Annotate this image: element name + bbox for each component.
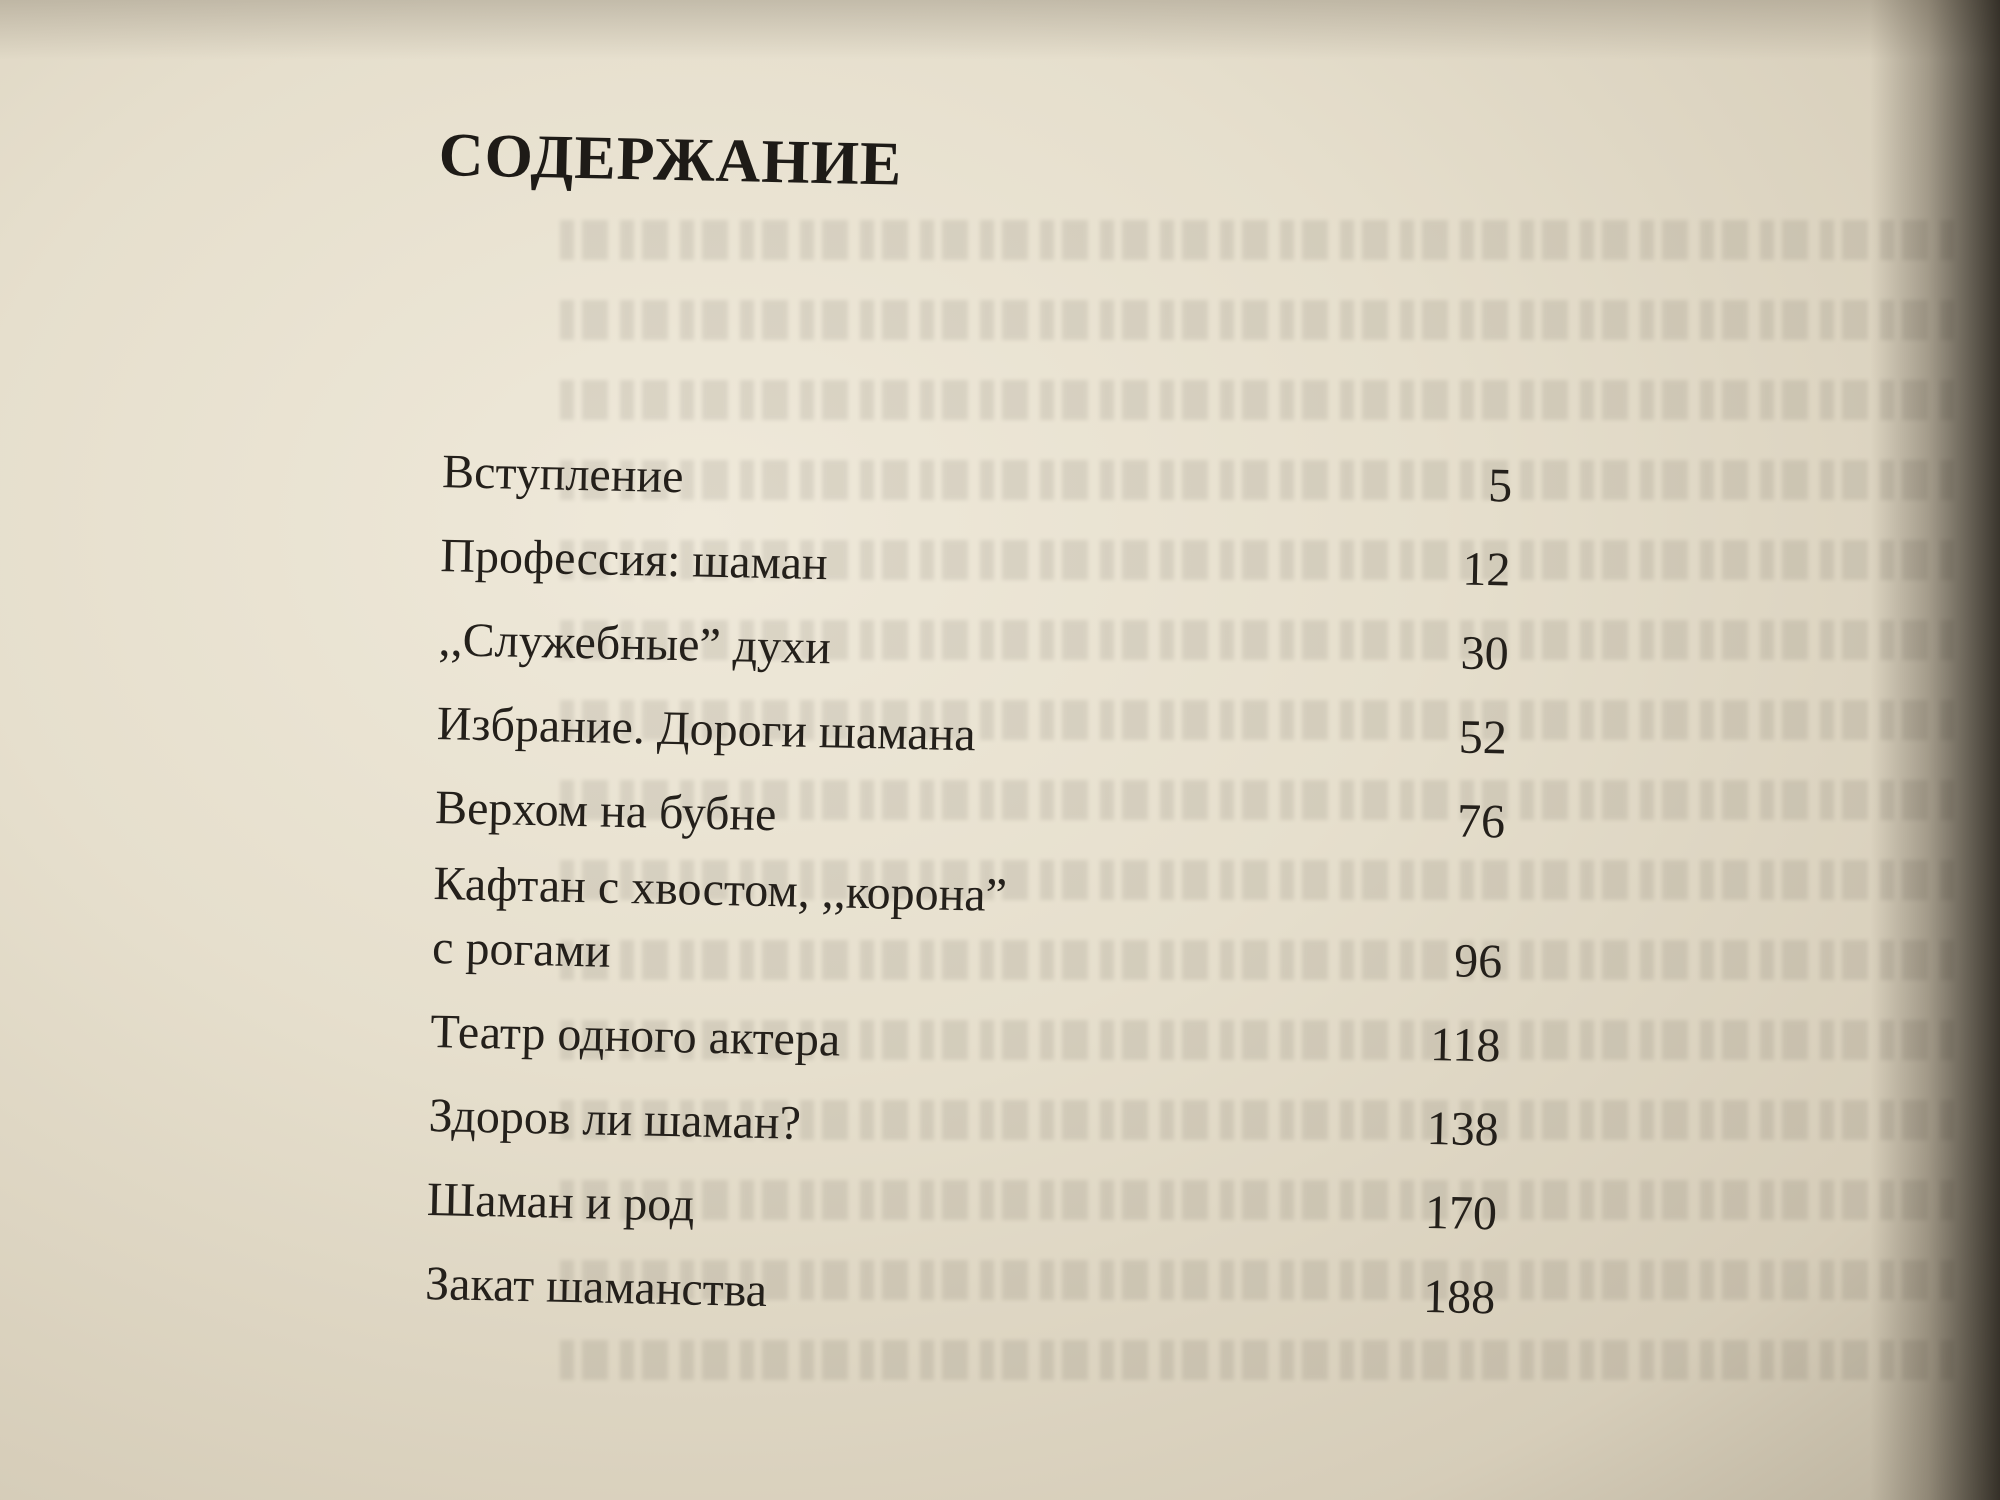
toc-entry-page: 138 bbox=[1426, 1101, 1500, 1157]
toc-entry-page: 30 bbox=[1460, 626, 1510, 681]
toc-entry-page: 76 bbox=[1456, 794, 1506, 849]
toc-entry-page: 188 bbox=[1422, 1269, 1496, 1325]
toc-entry bbox=[432, 840, 1505, 1002]
toc-entry-page: 52 bbox=[1458, 710, 1508, 765]
toc-entry-page: 96 bbox=[1453, 934, 1503, 989]
toc-entry-label: Закат шаманства bbox=[424, 1256, 768, 1318]
toc-entry-label: Профессия: шаман bbox=[439, 529, 829, 591]
spine-shadow bbox=[1870, 0, 2000, 1500]
table-of-contents bbox=[413, 100, 1560, 1423]
toc-entry-label: Здоров ли шаман? bbox=[428, 1088, 802, 1150]
toc-entry-page: 118 bbox=[1429, 1017, 1501, 1073]
top-shadow bbox=[0, 0, 2000, 60]
toc-entry-label: Избрание. Дороги шамана bbox=[436, 697, 977, 762]
toc-entry-label: Верхом на бубне bbox=[434, 781, 777, 842]
toc-list bbox=[425, 420, 1514, 1338]
toc-entry-label: Театр одного актера bbox=[429, 1005, 841, 1067]
toc-entry-page: 5 bbox=[1487, 459, 1513, 513]
toc-entry-label: Кафтан с хвостом, ,,корона” с рогами bbox=[431, 857, 1008, 978]
toc-title: СОДЕРЖАНИЕ bbox=[438, 120, 903, 199]
toc-entry-label: ,,Служебные” духи bbox=[438, 613, 832, 675]
toc-entry-label: Шаман и род bbox=[426, 1172, 695, 1232]
toc-entry-page: 12 bbox=[1461, 542, 1511, 597]
toc-entry-page: 170 bbox=[1424, 1185, 1498, 1241]
toc-entry-label: Вступление bbox=[441, 445, 685, 504]
